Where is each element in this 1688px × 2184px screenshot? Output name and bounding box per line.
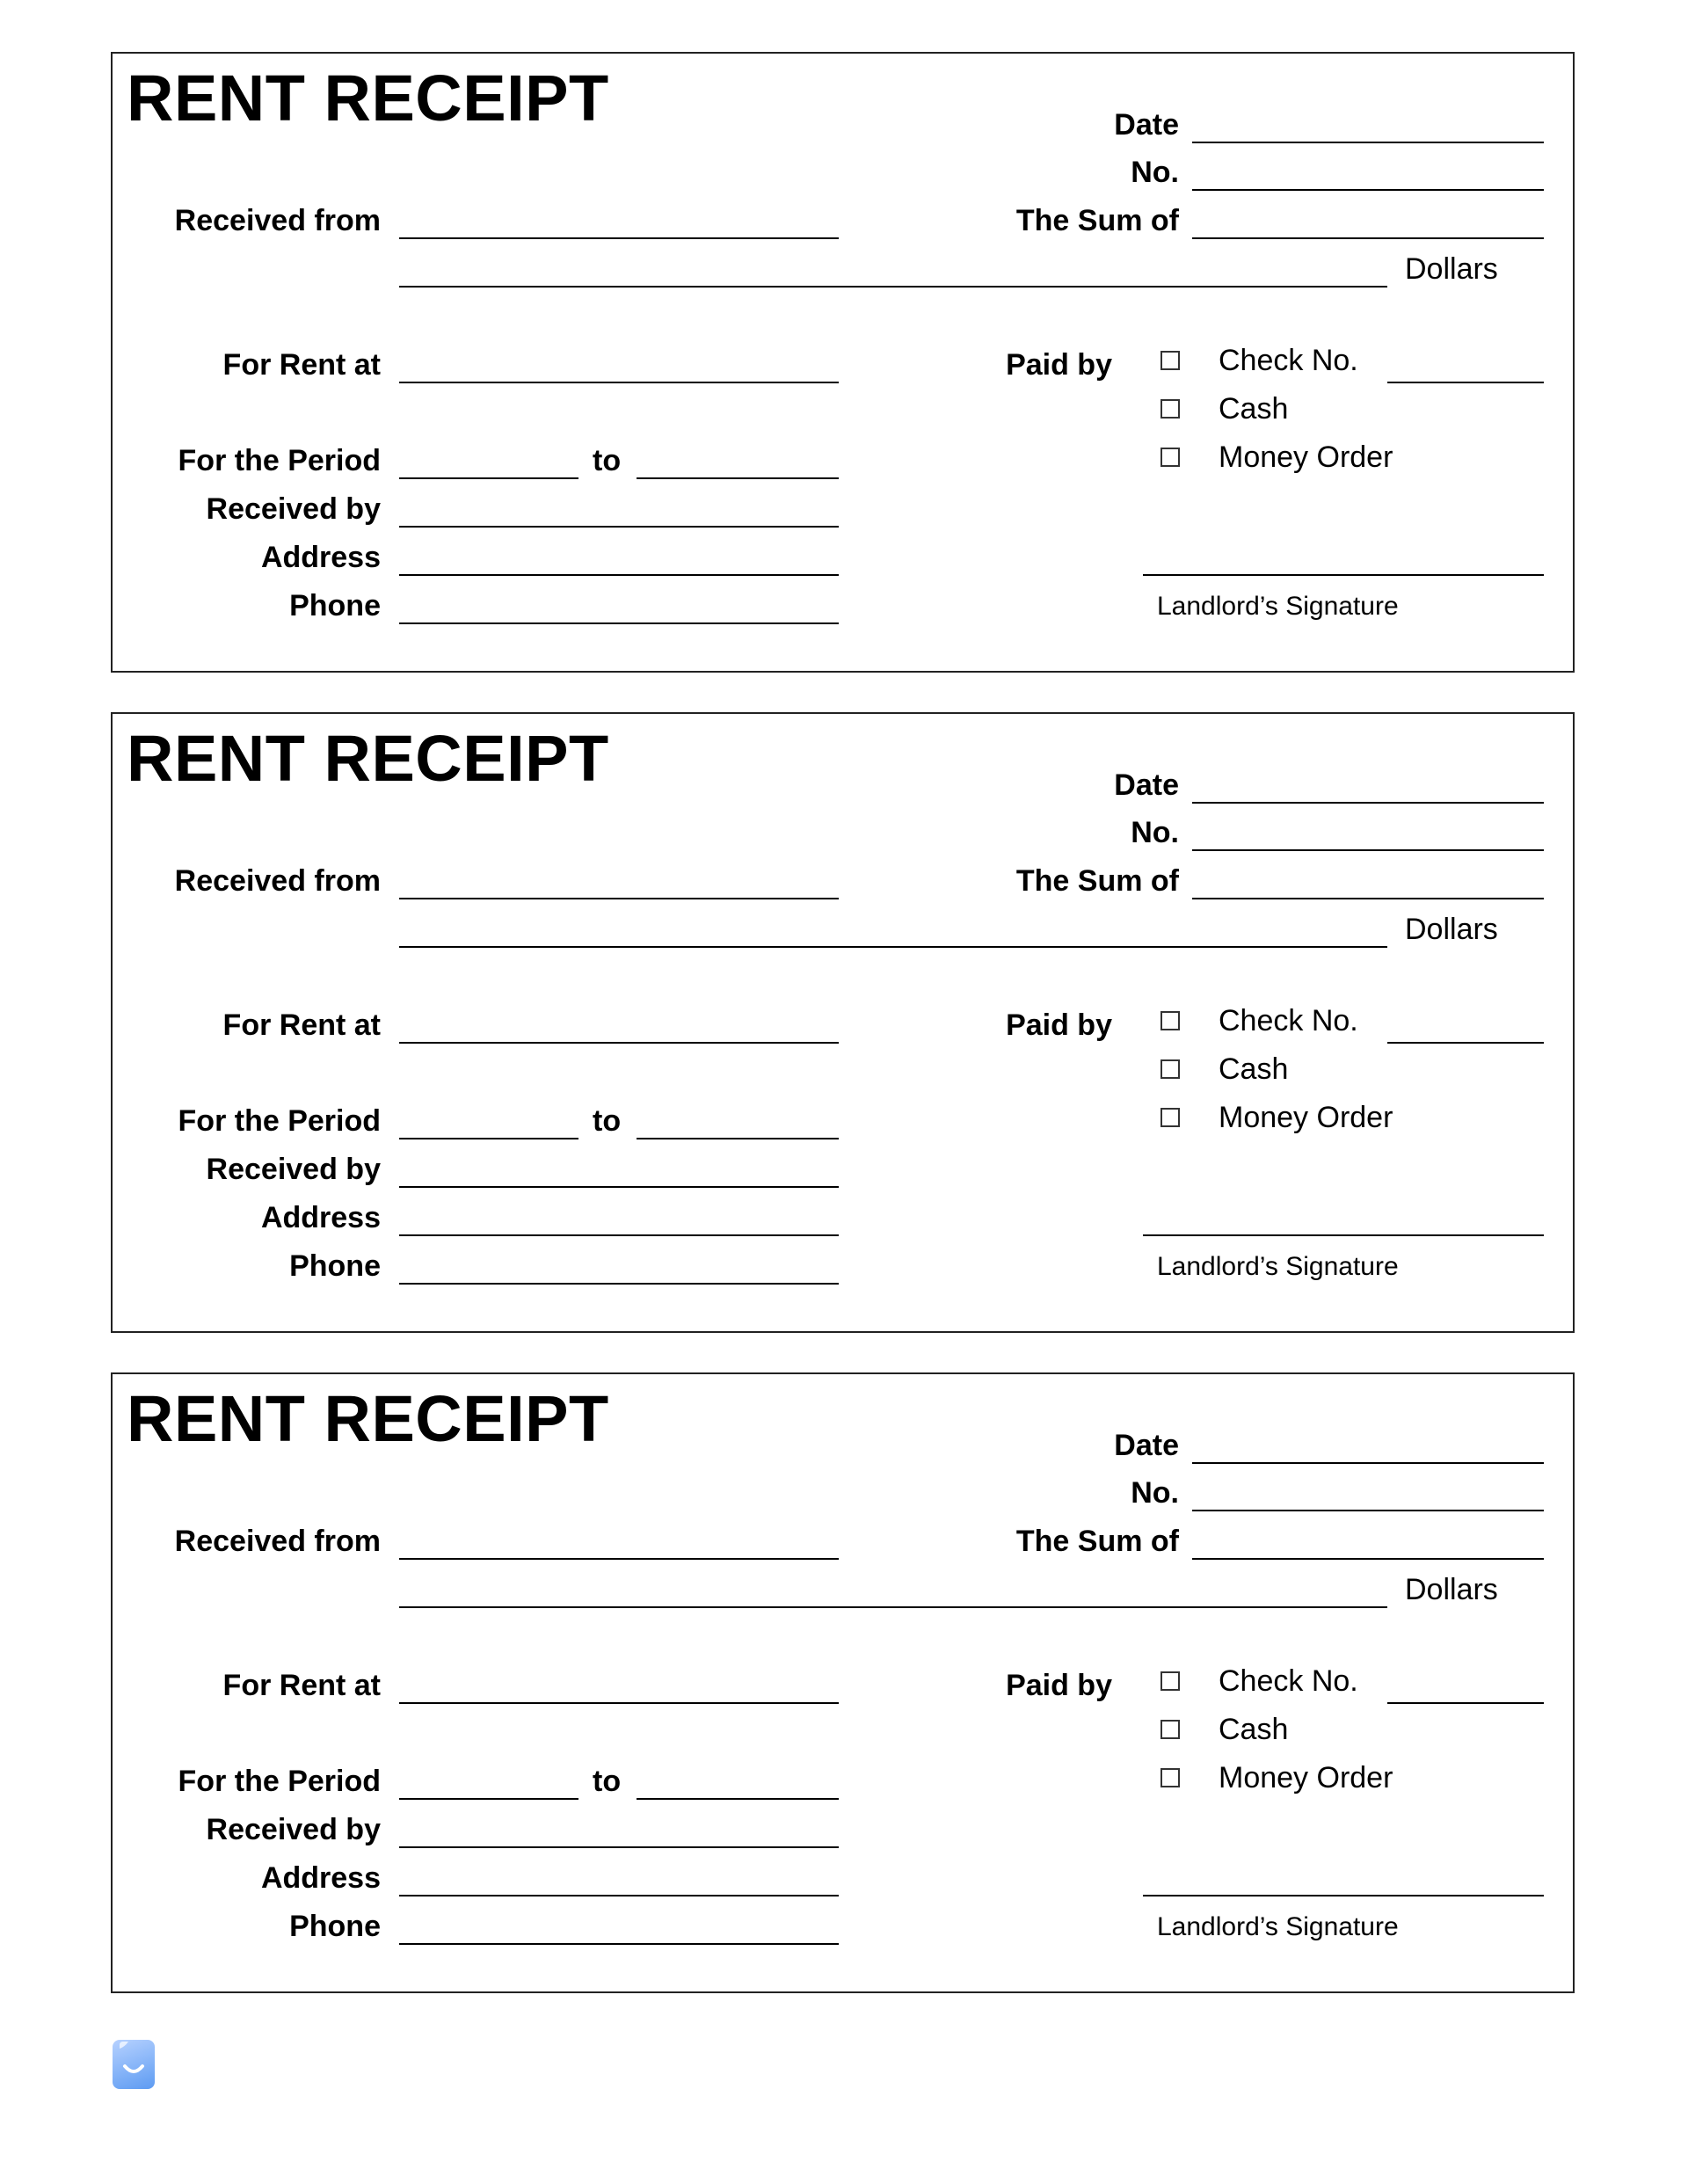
check-option-label: Check No. [1219, 1004, 1358, 1037]
check-checkbox[interactable] [1160, 1011, 1180, 1030]
money-order-checkbox[interactable] [1160, 1108, 1180, 1127]
check-checkbox[interactable] [1160, 1671, 1180, 1691]
phone-field[interactable] [399, 1943, 839, 1945]
period-to-label: to [593, 1765, 622, 1798]
date-field[interactable] [1192, 142, 1544, 143]
cash-checkbox[interactable] [1160, 399, 1180, 419]
phone-label: Phone [289, 589, 381, 622]
period-end-field[interactable] [637, 1138, 839, 1139]
rent-receipt-3 [111, 1372, 1575, 1993]
paid-by-label: Paid by [1006, 348, 1112, 382]
number-label: No. [1131, 156, 1179, 189]
signature-field[interactable] [1143, 1895, 1544, 1896]
check-option-label: Check No. [1219, 344, 1358, 377]
address-label: Address [260, 1861, 381, 1895]
received-by-label: Received by [206, 492, 381, 526]
check-checkbox[interactable] [1160, 351, 1180, 370]
date-field[interactable] [1192, 1462, 1544, 1464]
address-label: Address [260, 541, 381, 574]
received-by-label: Received by [206, 1813, 381, 1846]
sum-field[interactable] [1192, 1558, 1544, 1560]
period-start-field[interactable] [399, 1798, 578, 1800]
money-order-option-label: Money Order [1219, 440, 1393, 474]
paid-by-label: Paid by [1006, 1008, 1112, 1042]
period-label: For the Period [178, 1765, 381, 1798]
for-rent-label: For Rent at [222, 348, 381, 382]
check-number-field[interactable] [1387, 382, 1544, 383]
for-rent-field[interactable] [399, 1042, 839, 1044]
number-field[interactable] [1192, 1510, 1544, 1511]
signature-label: Landlord’s Signature [1157, 1912, 1399, 1941]
date-label: Date [1114, 768, 1179, 802]
rent-receipt-2 [111, 712, 1575, 1333]
money-order-option-label: Money Order [1219, 1761, 1393, 1795]
date-field[interactable] [1192, 802, 1544, 804]
check-number-field[interactable] [1387, 1702, 1544, 1704]
dollars-label: Dollars [1405, 913, 1498, 946]
date-label: Date [1114, 108, 1179, 142]
received-from-label: Received from [174, 204, 381, 237]
date-label: Date [1114, 1429, 1179, 1462]
received-by-field[interactable] [399, 526, 839, 528]
dollars-label: Dollars [1405, 1573, 1498, 1606]
number-label: No. [1131, 1476, 1179, 1510]
period-start-field[interactable] [399, 477, 578, 479]
period-start-field[interactable] [399, 1138, 578, 1139]
cash-option-label: Cash [1219, 392, 1289, 426]
address-field[interactable] [399, 1234, 839, 1236]
dollars-label: Dollars [1405, 252, 1498, 286]
sum-field[interactable] [1192, 237, 1544, 239]
sum-label: The Sum of [1015, 864, 1179, 898]
signature-label: Landlord’s Signature [1157, 1252, 1399, 1281]
phone-label: Phone [289, 1910, 381, 1943]
signature-field[interactable] [1143, 1234, 1544, 1236]
sum-field[interactable] [1192, 898, 1544, 899]
check-number-field[interactable] [1387, 1042, 1544, 1044]
period-to-label: to [593, 1104, 622, 1138]
sum-in-words-field[interactable] [399, 1606, 1387, 1608]
period-end-field[interactable] [637, 477, 839, 479]
period-end-field[interactable] [637, 1798, 839, 1800]
period-label: For the Period [178, 1104, 381, 1138]
received-from-field[interactable] [399, 1558, 839, 1560]
sum-in-words-field[interactable] [399, 286, 1387, 288]
received-from-label: Received from [174, 864, 381, 898]
cash-checkbox[interactable] [1160, 1059, 1180, 1079]
phone-field[interactable] [399, 1283, 839, 1285]
for-rent-field[interactable] [399, 382, 839, 383]
received-from-field[interactable] [399, 898, 839, 899]
for-rent-field[interactable] [399, 1702, 839, 1704]
received-by-field[interactable] [399, 1846, 839, 1848]
money-order-checkbox[interactable] [1160, 448, 1180, 467]
check-option-label: Check No. [1219, 1664, 1358, 1698]
sum-label: The Sum of [1015, 204, 1179, 237]
money-order-checkbox[interactable] [1160, 1768, 1180, 1787]
number-field[interactable] [1192, 849, 1544, 851]
paid-by-label: Paid by [1006, 1669, 1112, 1702]
number-label: No. [1131, 816, 1179, 849]
cash-option-label: Cash [1219, 1052, 1289, 1086]
receipt-title: RENT RECEIPT [127, 62, 609, 135]
address-field[interactable] [399, 574, 839, 576]
address-field[interactable] [399, 1895, 839, 1896]
received-from-field[interactable] [399, 237, 839, 239]
sum-in-words-field[interactable] [399, 946, 1387, 948]
cash-checkbox[interactable] [1160, 1720, 1180, 1739]
sum-label: The Sum of [1015, 1525, 1179, 1558]
for-rent-label: For Rent at [222, 1669, 381, 1702]
cash-option-label: Cash [1219, 1713, 1289, 1746]
address-label: Address [260, 1201, 381, 1234]
period-label: For the Period [178, 444, 381, 477]
received-from-label: Received from [174, 1525, 381, 1558]
phone-label: Phone [289, 1249, 381, 1283]
rent-receipt-1 [111, 52, 1575, 673]
money-order-option-label: Money Order [1219, 1101, 1393, 1134]
signature-field[interactable] [1143, 574, 1544, 576]
number-field[interactable] [1192, 189, 1544, 191]
period-to-label: to [593, 444, 622, 477]
received-by-field[interactable] [399, 1186, 839, 1188]
brand-logo-icon [113, 2040, 155, 2089]
receipt-title: RENT RECEIPT [127, 1382, 609, 1455]
receipt-title: RENT RECEIPT [127, 722, 609, 795]
phone-field[interactable] [399, 622, 839, 624]
for-rent-label: For Rent at [222, 1008, 381, 1042]
signature-label: Landlord’s Signature [1157, 592, 1399, 621]
received-by-label: Received by [206, 1153, 381, 1186]
